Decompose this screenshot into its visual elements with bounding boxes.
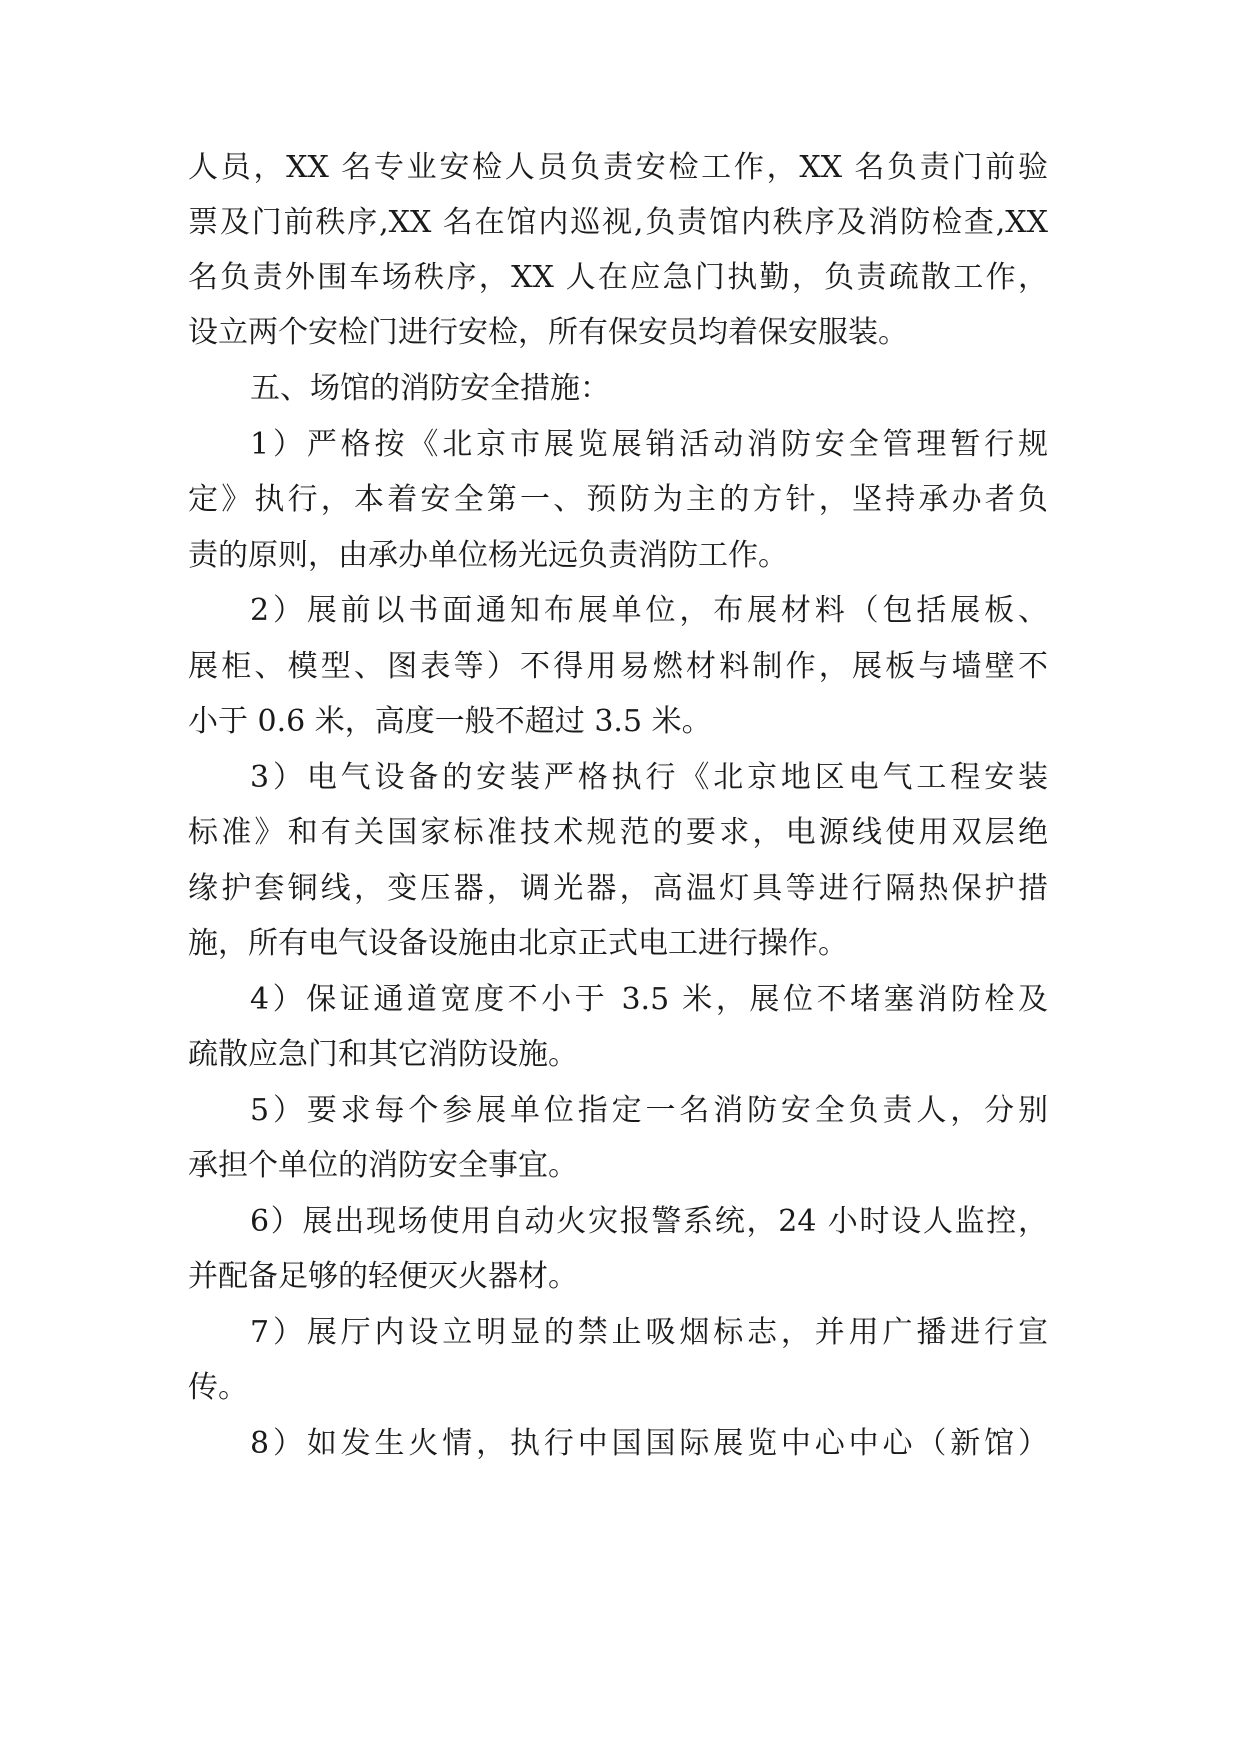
text-line: 小于 0.6 米，高度一般不超过 3.5 米。 [188,704,712,739]
text-line: 定》执行，本着安全第一、预防为主的方针，坚持承办者负 [188,482,1048,517]
text-line: 缘护套铜线，变压器，调光器，高温灯具等进行隔热保护措 [188,871,1048,906]
text-line: 名负责外围车场秩序，XX 人在应急门执勤，负责疏散工作， [188,260,1048,295]
text-line: 标准》和有关国家标准技术规范的要求，电源线使用双层绝 [188,815,1048,850]
text-line: 责的原则，由承办单位杨光远负责消防工作。 [188,538,788,573]
text-line: 7）展厅内设立明显的禁止吸烟标志，并用广播进行宣 [250,1315,1048,1350]
text-line: 设立两个安检门进行安检，所有保安员均着保安服装。 [188,315,908,350]
text-line: 4）保证通道宽度不小于 3.5 米，展位不堵塞消防栓及 [250,982,1048,1017]
text-line: 传。 [188,1370,248,1405]
text-line: 1）严格按《北京市展览展销活动消防安全管理暂行规 [250,427,1048,462]
text-line: 6）展出现场使用自动火灾报警系统，24 小时设人监控， [250,1204,1048,1239]
section-heading: 五、场馆的消防安全措施： [250,371,610,406]
text-line: 8）如发生火情，执行中国国际展览中心中心（新馆） [250,1426,1048,1461]
text-line: 票及门前秩序,XX 名在馆内巡视,负责馆内秩序及消防检查,XX [188,205,1048,240]
text-line: 2）展前以书面通知布展单位，布展材料（包括展板、 [250,593,1048,628]
text-line: 疏散应急门和其它消防设施。 [188,1037,578,1072]
text-line: 承担个单位的消防安全事宜。 [188,1148,578,1183]
text-line: 人员，XX 名专业安检人员负责安检工作，XX 名负责门前验 [188,150,1048,185]
text-line: 并配备足够的轻便灭火器材。 [188,1259,578,1294]
text-line: 5）要求每个参展单位指定一名消防安全负责人，分别 [250,1093,1048,1128]
text-line: 3）电气设备的安装严格执行《北京地区电气工程安装 [250,760,1048,795]
text-line: 展柜、模型、图表等）不得用易燃材料制作，展板与墙壁不 [188,649,1048,684]
text-line: 施，所有电气设备设施由北京正式电工进行操作。 [188,926,848,961]
